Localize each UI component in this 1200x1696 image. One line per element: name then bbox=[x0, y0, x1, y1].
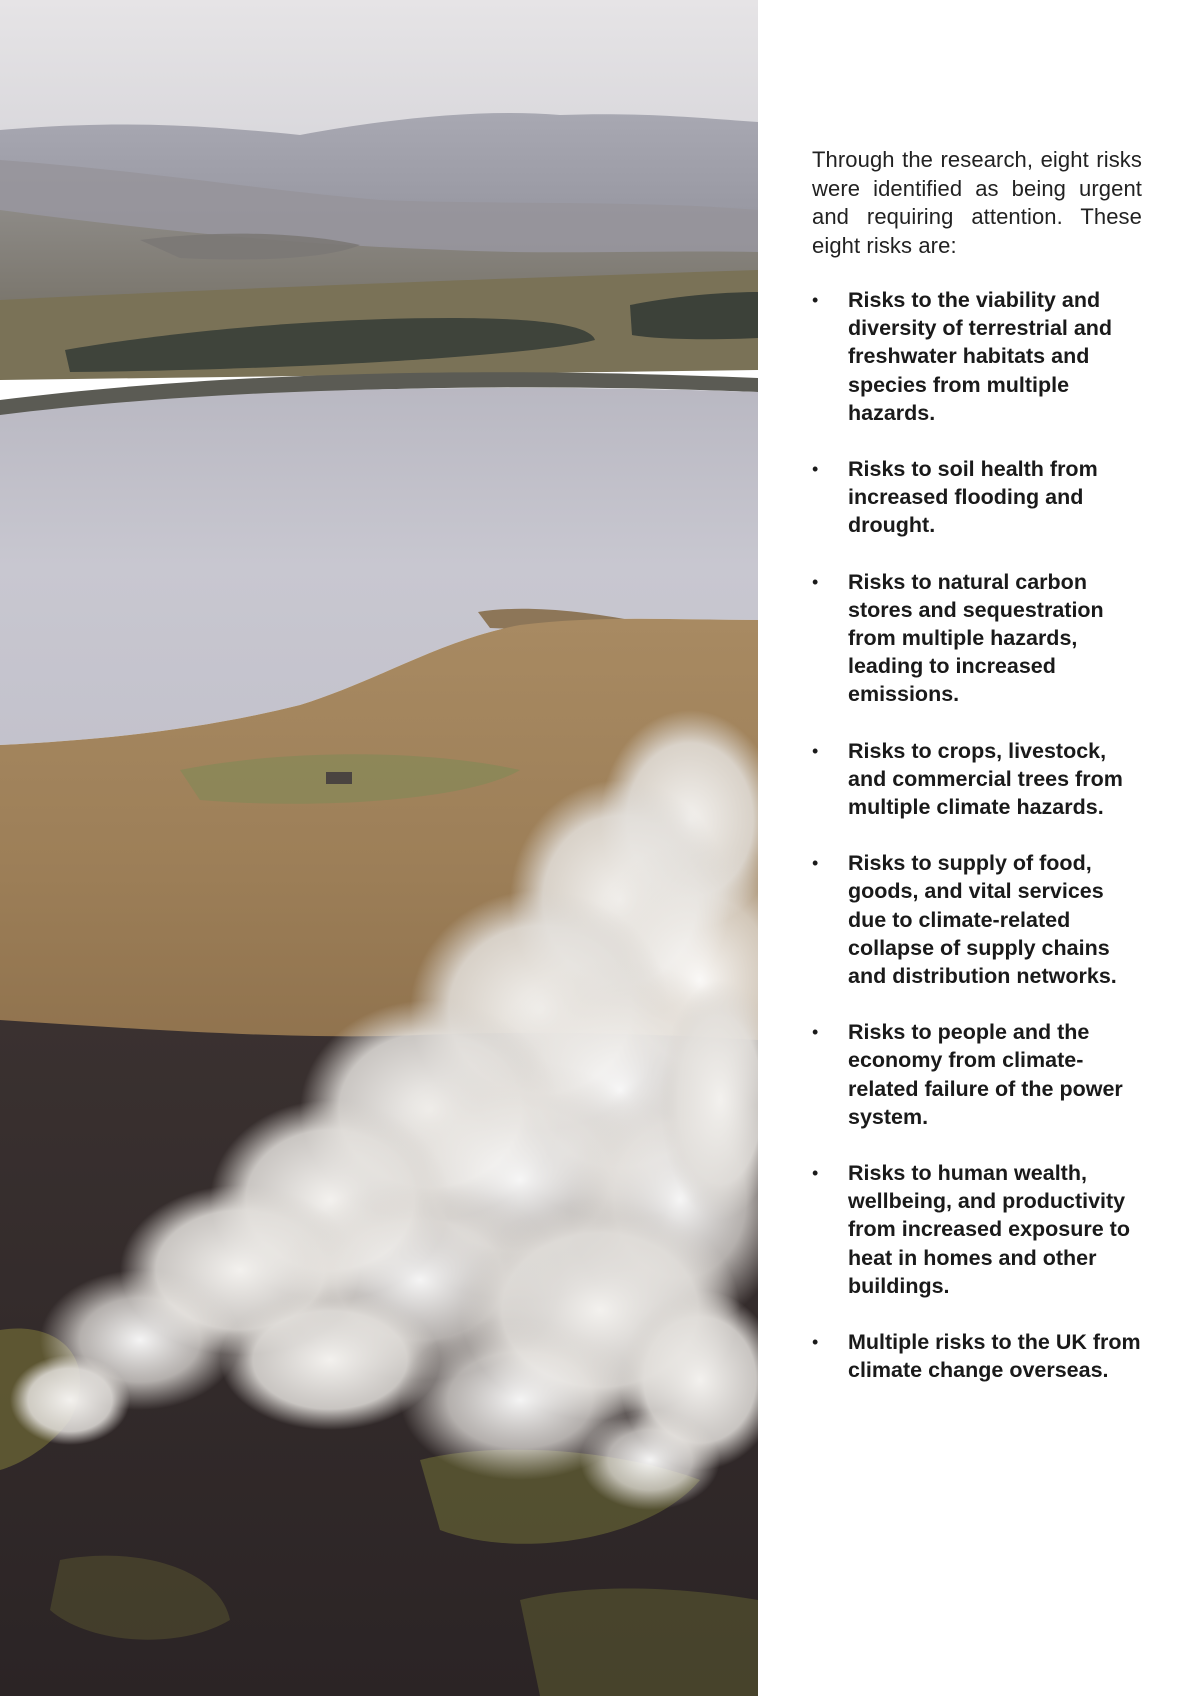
list-item bbox=[812, 455, 1142, 540]
risk-text: Risks to natural carbon stores and sequestration from multiple hazards, leading to increased emissions. bbox=[848, 569, 1104, 707]
list-item bbox=[812, 568, 1142, 709]
list-item bbox=[812, 849, 1142, 990]
risk-text: Risks to supply of food, goods, and vital services due to climate-related collapse of supply chains and distribution networks. bbox=[848, 851, 1117, 989]
list-item bbox=[812, 1328, 1142, 1384]
risk-list bbox=[812, 286, 1142, 1385]
bullet-icon: • bbox=[812, 290, 819, 310]
risk-text: Multiple risks to the UK from climate change overseas. bbox=[848, 1330, 1141, 1383]
bullet-icon: • bbox=[812, 740, 819, 761]
bullet-icon: • bbox=[812, 1163, 819, 1184]
bullet-icon: • bbox=[812, 853, 819, 874]
risk-text: Risks to people and the economy from climate-related failure of the power system. bbox=[848, 1020, 1123, 1129]
list-item bbox=[812, 1159, 1142, 1300]
list-item bbox=[812, 737, 1142, 822]
risk-text: Risks to the viability and diversity of terrestrial and freshwater habitats and species from multiple hazards. bbox=[848, 288, 1113, 425]
risk-text: Risks to crops, livestock, and commercial trees from multiple climate hazards. bbox=[848, 738, 1123, 820]
risk-text: Risks to human wealth, wellbeing, and productivity from increased exposure to heat in homes and other buildings. bbox=[848, 1161, 1130, 1298]
list-item bbox=[812, 1018, 1142, 1131]
intro-paragraph: Through the research, eight risks were identified as being urgent and requiring attention. These eight risks are: bbox=[812, 147, 1142, 258]
bullet-icon: • bbox=[812, 571, 819, 592]
bullet-icon: • bbox=[812, 1332, 819, 1353]
list-item bbox=[812, 286, 1142, 427]
risk-text: Risks to soil health from increased flooding and drought. bbox=[848, 457, 1098, 538]
bullet-icon: • bbox=[812, 459, 819, 480]
text-column bbox=[812, 146, 1142, 1413]
bullet-icon: • bbox=[812, 1022, 819, 1043]
